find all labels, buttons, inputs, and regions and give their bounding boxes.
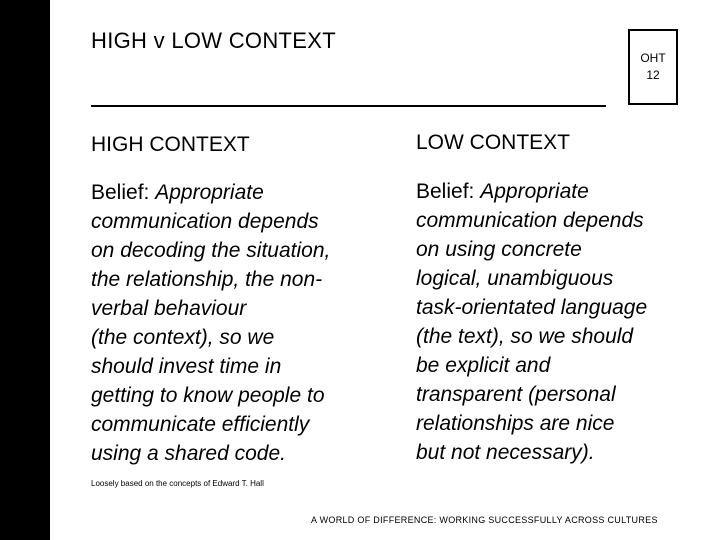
high-context-line: (the context), so we bbox=[91, 326, 275, 349]
low-context-heading: LOW CONTEXT bbox=[416, 131, 571, 154]
slide-footer: A WORLD OF DIFFERENCE: WORKING SUCCESSFULLY ACROSS CULTURES bbox=[311, 515, 658, 525]
high-context-line: communicate efficiently bbox=[91, 413, 310, 436]
title-underline bbox=[91, 105, 606, 107]
high-context-line: getting to know people to bbox=[91, 384, 325, 407]
belief-label: Belief: bbox=[416, 180, 475, 203]
high-context-line: using a shared code. bbox=[91, 442, 286, 465]
low-context-line: (the text), so we should bbox=[416, 325, 634, 348]
low-context-line: transparent (personal bbox=[416, 383, 616, 406]
high-context-line bbox=[91, 178, 330, 207]
low-context-line: communication depends bbox=[416, 209, 644, 232]
high-context-heading: HIGH CONTEXT bbox=[91, 133, 250, 156]
low-context-line: relationships are nice bbox=[416, 412, 615, 435]
high-context-line: on decoding the situation, bbox=[91, 239, 331, 262]
slide-title: HIGH v LOW CONTEXT bbox=[91, 28, 336, 53]
high-context-line: verbal behaviour bbox=[91, 297, 247, 320]
low-context-line: on using concrete bbox=[416, 238, 582, 261]
belief-label: Belief: bbox=[91, 181, 150, 204]
left-black-bar bbox=[0, 0, 50, 540]
oht-label: OHT bbox=[640, 51, 666, 65]
low-context-line-text: Appropriate bbox=[480, 180, 589, 203]
low-context-body bbox=[416, 177, 647, 467]
low-context-line: task-orientated language bbox=[416, 296, 648, 319]
high-context-line: should invest time in bbox=[91, 355, 282, 378]
low-context-line: but not necessary). bbox=[416, 441, 595, 464]
low-context-line bbox=[416, 177, 647, 206]
high-context-body bbox=[91, 178, 330, 468]
oht-box bbox=[628, 29, 678, 105]
low-context-line: logical, unambiguous bbox=[416, 267, 614, 290]
low-context-line: be explicit and bbox=[416, 354, 551, 377]
high-context-line: communication depends bbox=[91, 210, 319, 233]
high-context-line-text: Appropriate bbox=[155, 181, 264, 204]
oht-number: 12 bbox=[646, 68, 660, 82]
attribution-footnote: Loosely based on the concepts of Edward T. Hall bbox=[91, 479, 264, 488]
high-context-line: the relationship, the non- bbox=[91, 268, 323, 291]
